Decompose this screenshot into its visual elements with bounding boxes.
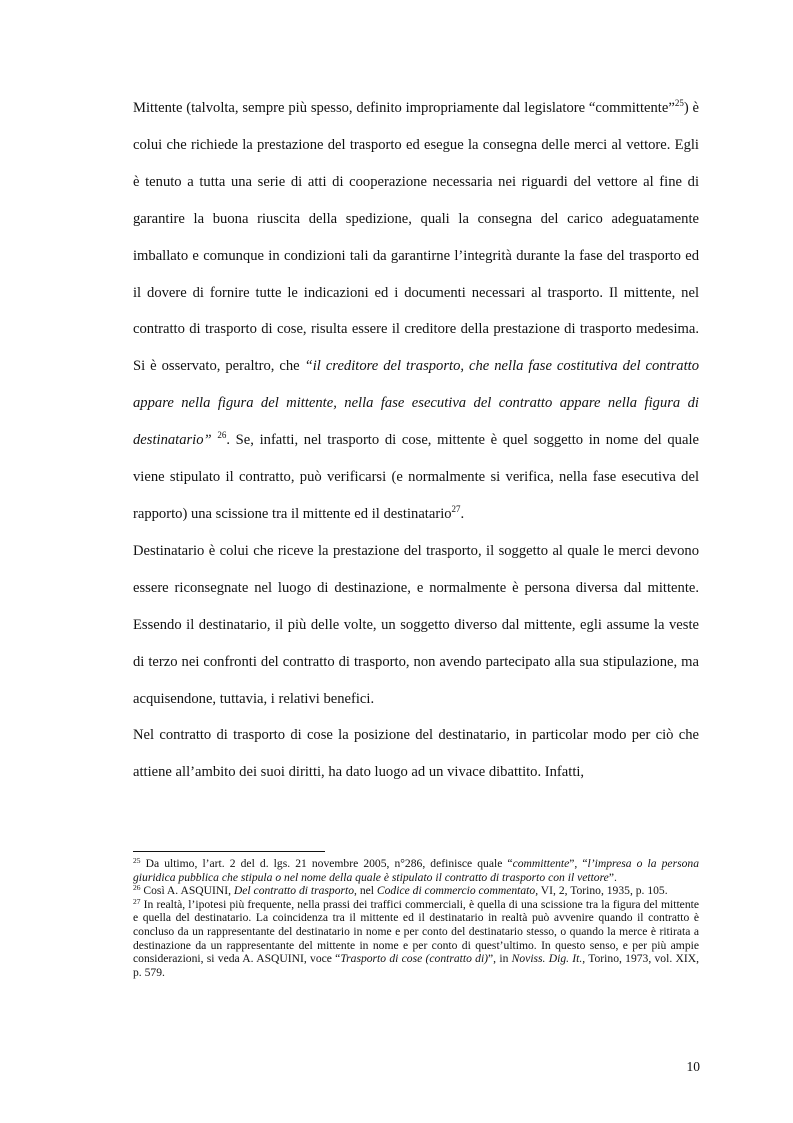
italic-text: Noviss. Dig. It. [511, 952, 583, 966]
footnote-ref: 26 [217, 430, 227, 441]
text-run: . [460, 505, 465, 522]
italic-text: Codice di commercio commentato [376, 884, 536, 898]
footnotes [133, 857, 699, 979]
footnote-ref: 27 [133, 896, 141, 906]
page-number: 10 [686, 1059, 700, 1074]
text-run: ”. [608, 870, 617, 884]
paragraph-destinatario [133, 533, 699, 718]
text-run: . Se, infatti, nel trasporto di cose, mittente è quel soggetto in nome del quale viene stipulato il contratto, può verificarsi (e normalmente si verifica, nella fase esecutiva del rapporto) una scissione tra il mittente ed il destinatario [133, 432, 699, 522]
text-run: , nel [354, 884, 377, 898]
text-run: Nel contratto di trasporto di cose la posizione del destinatario, in particolar modo per ciò che attiene all’ambito dei suoi diritti, ha dato luogo ad un vivace dibattito. Infatti, [133, 727, 699, 781]
body-text [133, 90, 699, 791]
text-run: ) è colui che richiede la prestazione del trasporto ed esegue la consegna delle merci al vettore. Egli è tenuto a tutta una serie di atti di cooperazione necessaria nei riguardi del vettore al fine di garantire la buona riuscita della spedizione, quali la consegna del carico adeguatamente imballato e comunque in condizioni tali da garantirne l’integrità durante la fase del trasporto ed il dovere di fornire tutte le indicazioni ed i documenti necessari al trasporto. Il mittente, nel contratto di trasporto di cose, risulta essere il creditore della prestazione di trasporto medesima. Si è osservato, peraltro, che [133, 100, 699, 375]
italic-text: committente [512, 857, 570, 870]
text-run: Da ultimo, l’art. 2 del d. lgs. 21 novembre 2005, n°286, definisce quale “ [140, 857, 513, 870]
footnote-27 [133, 898, 699, 980]
text-run: In realtà, l’ipotesi più frequente, nella prassi dei traffici commerciali, è quella di una scissione tra la figura del mittente e quella del destinatario. La coincidenza tra il mittente ed il destinatario in realtà può avvenire quando il contratto è concluso da un rappresentante del destinatario in nome e per conto del destinatario stesso, o quando la merce è ritirata a destinazione da un rappresentante del mittente in nome e per conto di quest’ultimo. In questo senso, e per più ampie considerazioni, si veda A. ASQUINI, voce “ [133, 897, 699, 966]
footnote-ref: 26 [133, 883, 141, 893]
footnote-26 [133, 884, 699, 898]
footnote-separator [133, 851, 325, 852]
paragraph-mittente [133, 90, 699, 533]
italic-text: “il creditore del trasporto, che nella fase costitutiva del contratto appare nella figura del mittente, nella fase esecutiva del contratto appare nella figura di destinatario” [133, 358, 700, 449]
footnote-ref: 25 [674, 98, 684, 108]
text-run: , VI, 2, Torino, 1935, p. 105. [535, 884, 668, 898]
text-run: ”, “ [569, 857, 588, 870]
text-run: Destinatario è colui che riceve la prestazione del trasporto, il soggetto al quale le merci devono essere riconsegnate nel luogo di destinazione, e normalmente è persona diversa dal mittente. Essendo il destinatario, il più delle volte, un soggetto diverso dal mittente, egli assume la veste di terzo nei confronti del contratto di trasporto, non avendo partecipato alla sua stipulazione, ma acquisendone, tuttavia, i relativi benefici. [133, 542, 699, 707]
footnote-ref: 27 [451, 503, 461, 514]
italic-text: Trasporto di cose (contratto di) [340, 952, 489, 966]
italic-text: l’impresa o la persona giuridica pubblica che stipula o nel nome della quale è stipulato il contratto di trasporto con il vettore [133, 857, 699, 884]
paragraph-dibattito [133, 717, 699, 791]
text-run: , Torino, 1973, vol. XIX, p. 579. [133, 952, 700, 979]
text-run: Mittente (talvolta, sempre più spesso, definito impropriamente dal legislatore “committente” [133, 100, 675, 116]
text-run: Così A. ASQUINI, [140, 884, 234, 898]
footnote-25 [133, 857, 699, 884]
footnote-ref: 25 [133, 856, 141, 865]
italic-text: Del contratto di trasporto [233, 884, 355, 898]
text-run: ”, in [488, 952, 512, 966]
